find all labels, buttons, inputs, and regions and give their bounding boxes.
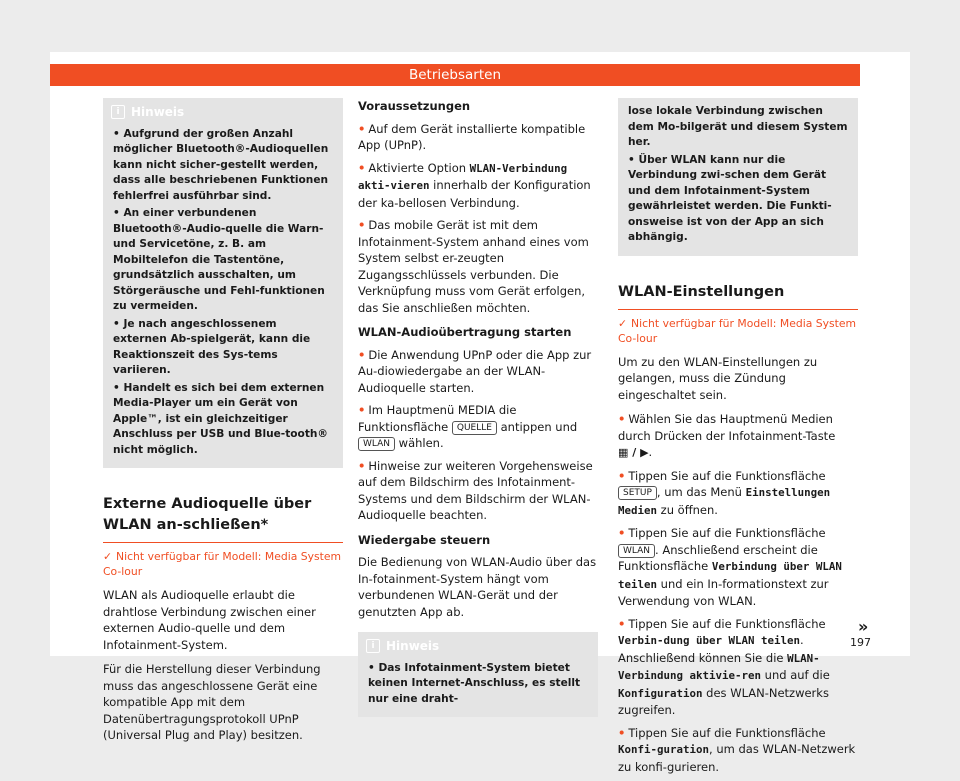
- list-item: [368, 661, 588, 708]
- list-text: Das mobile Gerät ist mit dem Infotainment-System anhand eines vom System selbst er-zeugten Zugangsschlüssels verbunden. Die Verknüpfung muss vom Gerät erfolgen, das Sie anschließen möchten.: [358, 218, 589, 315]
- list-text: Aktivierte Option: [368, 160, 470, 175]
- list-text: , um das Menü: [656, 485, 746, 499]
- continue-arrow-icon: »: [858, 617, 869, 636]
- media-key-icon: ▦ / ▶: [618, 446, 649, 459]
- bullet-icon: •: [358, 218, 366, 232]
- list-text: .: [648, 445, 653, 459]
- check-icon: ✓: [618, 316, 628, 330]
- note-list: [368, 661, 588, 708]
- function-button-label: WLAN: [618, 544, 655, 558]
- bullet-icon: •: [368, 661, 375, 674]
- note-text: Über WLAN kann nur die Verbindung zwi-schen dem Gerät und dem Infotainment-System gewährleistet werden. Die Funkti-onsweise ist von der App an sich abhängig.: [628, 153, 832, 243]
- list-item: [358, 217, 598, 316]
- function-button-label: SETUP: [618, 486, 657, 500]
- bullet-icon: •: [113, 317, 120, 330]
- menu-option: Konfi-guration: [618, 743, 710, 756]
- note-text: Je nach angeschlossenem externen Ab-spielgerät, kann die Reaktionszeit des Sys-tems variieren.: [113, 317, 311, 376]
- list-item: [113, 317, 333, 379]
- list-item: [628, 153, 848, 246]
- bullet-icon: •: [113, 207, 120, 219]
- bullet-icon: •: [358, 347, 366, 362]
- list-text: . Anschließend erscheint die Funktionsfläche: [618, 542, 818, 573]
- list-text: wählen.: [395, 436, 444, 450]
- bullet-icon: •: [618, 468, 626, 483]
- paragraph: Um zu den WLAN-Einstellungen zu gelangen, muss die Zündung eingeschaltet sein.: [618, 354, 818, 402]
- list-item: [618, 616, 858, 719]
- subheading: Wiedergabe steuern: [358, 532, 491, 547]
- bullet-icon: •: [628, 153, 635, 166]
- list-item: [358, 121, 598, 154]
- note-text: An einer verbundenen Bluetooth®-Audio-quelle die Warn- und Servicetöne, z. B. am Mobiltelefon die Tastentöne, grundsätzlich ausschalten, um Störgeräusche und Fehl-funktionen zu vermeiden.: [113, 207, 325, 312]
- subheading: WLAN-Audioübertragung starten: [358, 325, 572, 339]
- list-item: [113, 381, 333, 459]
- list-text: innerhalb der Konfiguration der ka-bellosen Verbindung.: [358, 178, 591, 210]
- paragraph: Die Bedienung von WLAN-Audio über das In-fotainment-System hängt vom verbundenen WLAN-Gerät und der genutzten App ab.: [358, 555, 597, 619]
- list-item: [628, 104, 848, 151]
- function-button-label: WLAN: [358, 437, 395, 451]
- list-text: Die Anwendung UPnP oder die App zur Au-diowiedergabe an der WLAN-Audioquelle starten.: [358, 347, 592, 395]
- availability-text: Nicht verfügbar für Modell: Media System Co-lour: [618, 316, 856, 345]
- note-text: Handelt es sich bei dem externen Media-Player um ein Gerät von Apple™, ist ein gleichzeitiger Anschluss per USB und Blue-tooth® nicht möglich.: [113, 381, 329, 456]
- list-item: [618, 725, 858, 776]
- menu-option: Einstellungen Medien: [618, 486, 831, 517]
- bullet-icon: •: [358, 458, 366, 473]
- column-3: [618, 98, 858, 781]
- note-list: [113, 127, 333, 459]
- note-box: [103, 98, 343, 468]
- list-text: , um das WLAN-Netzwerk zu konfi-gurieren.: [618, 742, 856, 774]
- chapter-header: Betriebsarten: [50, 64, 860, 86]
- list-text: zu öffnen.: [657, 502, 718, 517]
- list-item: [113, 206, 333, 315]
- check-icon: ✓: [103, 550, 113, 563]
- info-icon: i: [111, 105, 125, 119]
- list-item: [358, 458, 598, 524]
- note-list: [628, 104, 848, 246]
- list-text: und auf die: [761, 668, 830, 682]
- list-text: Tippen Sie auf die Funktionsfläche: [628, 468, 826, 483]
- note-box-continued: [618, 98, 858, 256]
- info-icon: i: [366, 639, 380, 653]
- note-box: [358, 632, 598, 717]
- list-text: des WLAN-Netzwerks zugreifen.: [618, 685, 829, 717]
- note-title: [366, 638, 588, 655]
- column-2: [358, 98, 598, 717]
- list-text: Im Hauptmenü MEDIA die Funktionsfläche: [358, 403, 517, 434]
- list-item: [358, 402, 598, 452]
- note-text: Aufgrund der großen Anzahl möglicher Bluetooth®-Audioquellen kann nicht sicher-gestellt werden, dass alle beschriebenen Funktionen fehlerfrei ausführbar sind.: [113, 127, 329, 202]
- bullet-icon: •: [618, 725, 626, 740]
- section-title: WLAN-Einstellungen: [618, 282, 858, 310]
- note-text: Das Infotainment-System bietet keinen Internet-Anschluss, es stellt nur eine draht-: [368, 661, 581, 705]
- menu-option: Konfiguration: [618, 686, 703, 700]
- list-text: und ein In-formationstext zur Verwendung von WLAN.: [618, 576, 829, 608]
- list-item: [618, 468, 858, 520]
- function-button-label: QUELLE: [452, 421, 497, 435]
- subheading: Voraussetzungen: [358, 99, 471, 113]
- bullet-icon: •: [618, 412, 626, 426]
- list-text: Tippen Sie auf die Funktionsfläche: [628, 526, 826, 540]
- list-text: Wählen Sie das Hauptmenü Medien durch Drücken der Infotainment-Taste: [618, 412, 836, 443]
- list-item: [358, 160, 598, 212]
- menu-option: WLAN-Verbindung aktivie-ren: [618, 651, 820, 682]
- bullet-icon: •: [113, 127, 120, 140]
- paragraph: WLAN als Audioquelle erlaubt die drahtlose Verbindung zwischen einer externen Audio-quelle und dem Infotainment-System.: [103, 588, 316, 652]
- note-label: Hinweis: [131, 105, 185, 119]
- list-item: [618, 525, 858, 610]
- list-text: Tippen Sie auf die Funktionsfläche: [628, 616, 826, 631]
- bullet-icon: •: [113, 381, 120, 394]
- list-item: [358, 347, 598, 397]
- list-item: [113, 127, 333, 205]
- availability-note: [618, 316, 858, 346]
- bullet-icon: •: [618, 616, 626, 631]
- menu-option: Verbin-dung über WLAN teilen: [618, 634, 801, 647]
- note-label: Hinweis: [386, 639, 440, 653]
- bullet-icon: •: [618, 526, 626, 540]
- note-text: lose lokale Verbindung zwischen dem Mo-bilgerät und diesem System her.: [628, 105, 848, 148]
- list-text: Tippen Sie auf die Funktionsfläche: [628, 725, 826, 740]
- note-title: [111, 104, 333, 121]
- list-text: Hinweise zur weiteren Vorgehensweise auf dem Bildschirm des Infotainment-Systems und dem Bildschirm der WLAN-Audioquelle beachten.: [358, 458, 593, 522]
- page-number: 197: [850, 636, 871, 649]
- list-text: antippen und: [496, 419, 578, 434]
- bullet-icon: •: [358, 403, 366, 417]
- availability-note: [103, 549, 343, 579]
- list-item: [618, 411, 858, 462]
- column-1: [103, 98, 343, 752]
- list-text: . Anschließend können Sie die: [618, 633, 804, 665]
- paragraph: Für die Herstellung dieser Verbindung muss das angeschlossene Gerät eine kompatible App mit dem Datenübertragungsprotokoll UPnP (Universal Plug and Play) besitzen.: [103, 662, 321, 742]
- bullet-icon: •: [358, 121, 366, 136]
- bullet-icon: •: [358, 160, 366, 175]
- list-text: Auf dem Gerät installierte kompatible App (UPnP).: [358, 121, 586, 152]
- availability-text: Nicht verfügbar für Modell: Media System Co-lour: [103, 550, 341, 578]
- section-title: Externe Audioquelle über WLAN an-schließen*: [103, 494, 343, 543]
- menu-option: WLAN-Verbindung akti-vieren: [358, 161, 568, 192]
- menu-option: Verbindung über WLAN teilen: [618, 560, 842, 591]
